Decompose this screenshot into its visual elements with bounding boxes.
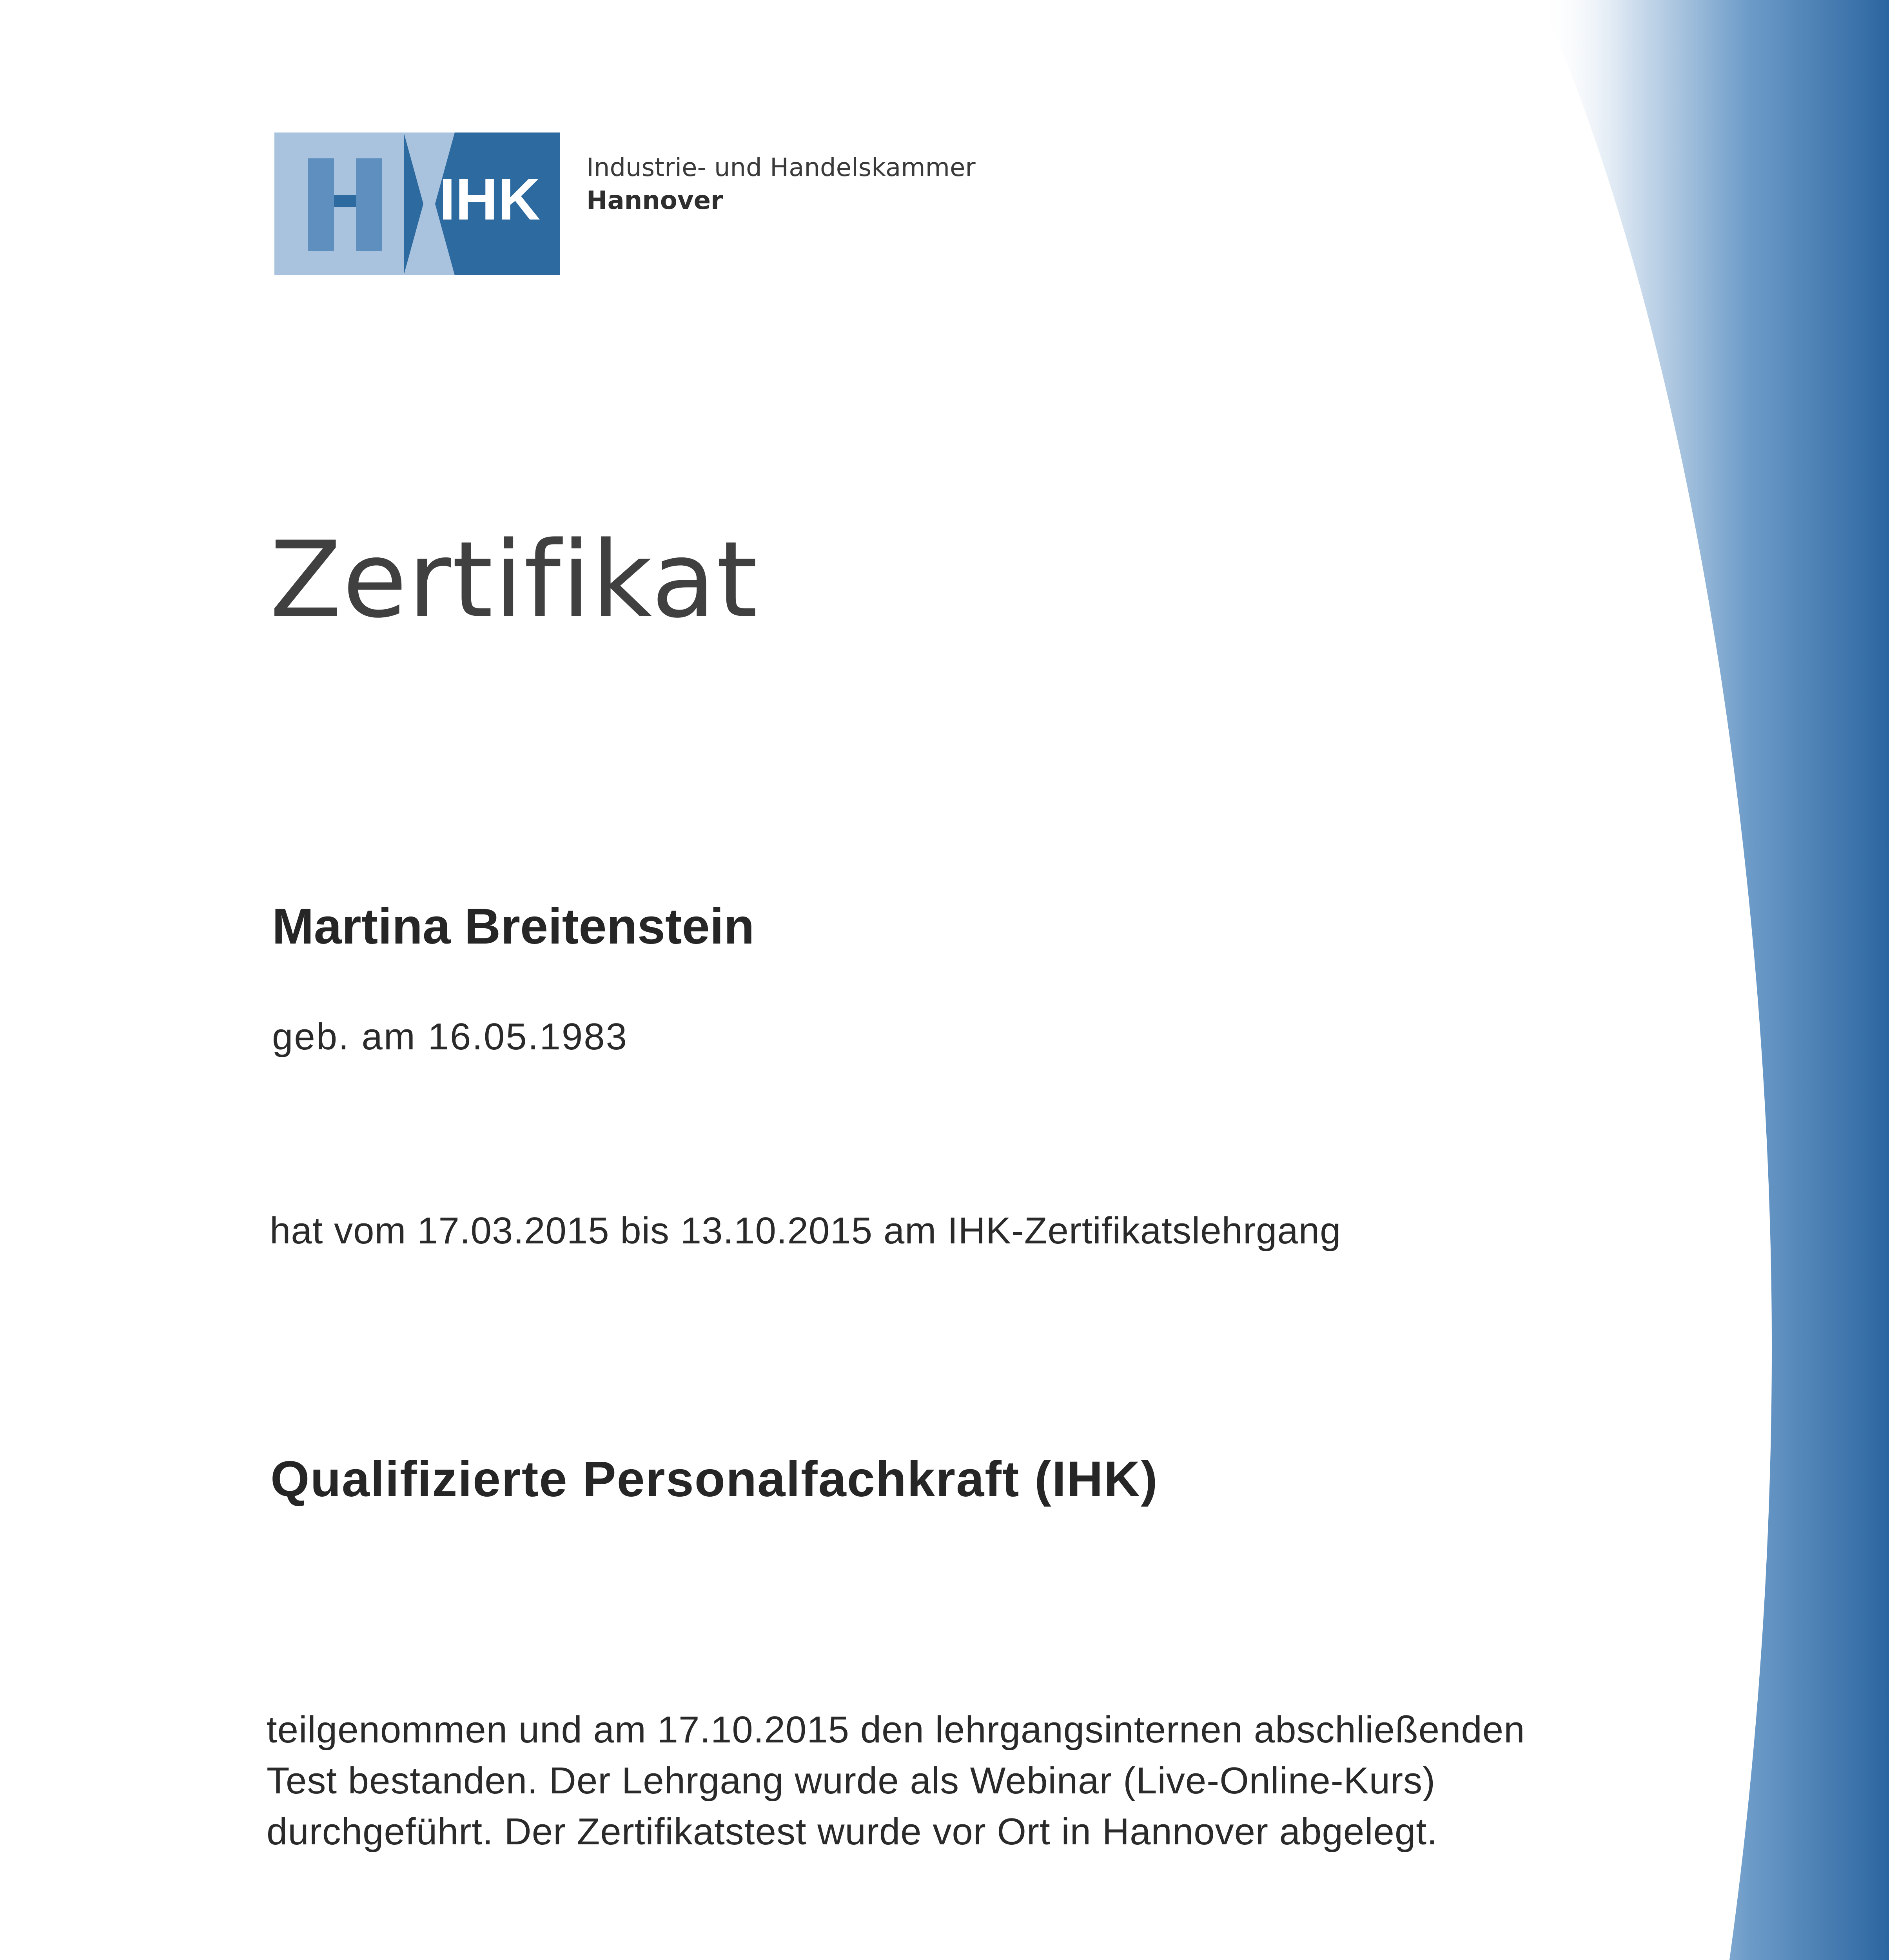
course-period: hat vom 17.03.2015 bis 13.10.2015 am IHK-Zertifikatslehrgang [270,1210,1341,1252]
completion-line-1: teilgenommen und am 17.10.2015 den lehrgangsinternen abschließenden [267,1709,1525,1751]
birth-date: geb. am 16.05.1983 [272,1016,628,1058]
completion-line-3: durchgeführt. Der Zertifikatstest wurde vor Ort in Hannover abgelegt. [267,1811,1438,1853]
logo-organization [586,151,976,217]
ihk-logo [274,132,560,275]
logo-org-line2: Hannover [586,186,723,215]
recipient-name: Martina Breitenstein [272,898,755,955]
page-title: Zertifikat [270,519,759,641]
completion-line-2: Test bestanden. Der Lehrgang wurde als Webinar (Live-Online-Kurs) [267,1760,1436,1802]
course-title: Qualifizierte Personalfachkraft (IHK) [270,1451,1158,1507]
logo-org-line1: Industrie- und Handelskammer [586,153,976,182]
completion-text [267,1704,1525,1857]
logo-mark-text: IHK [439,166,541,232]
